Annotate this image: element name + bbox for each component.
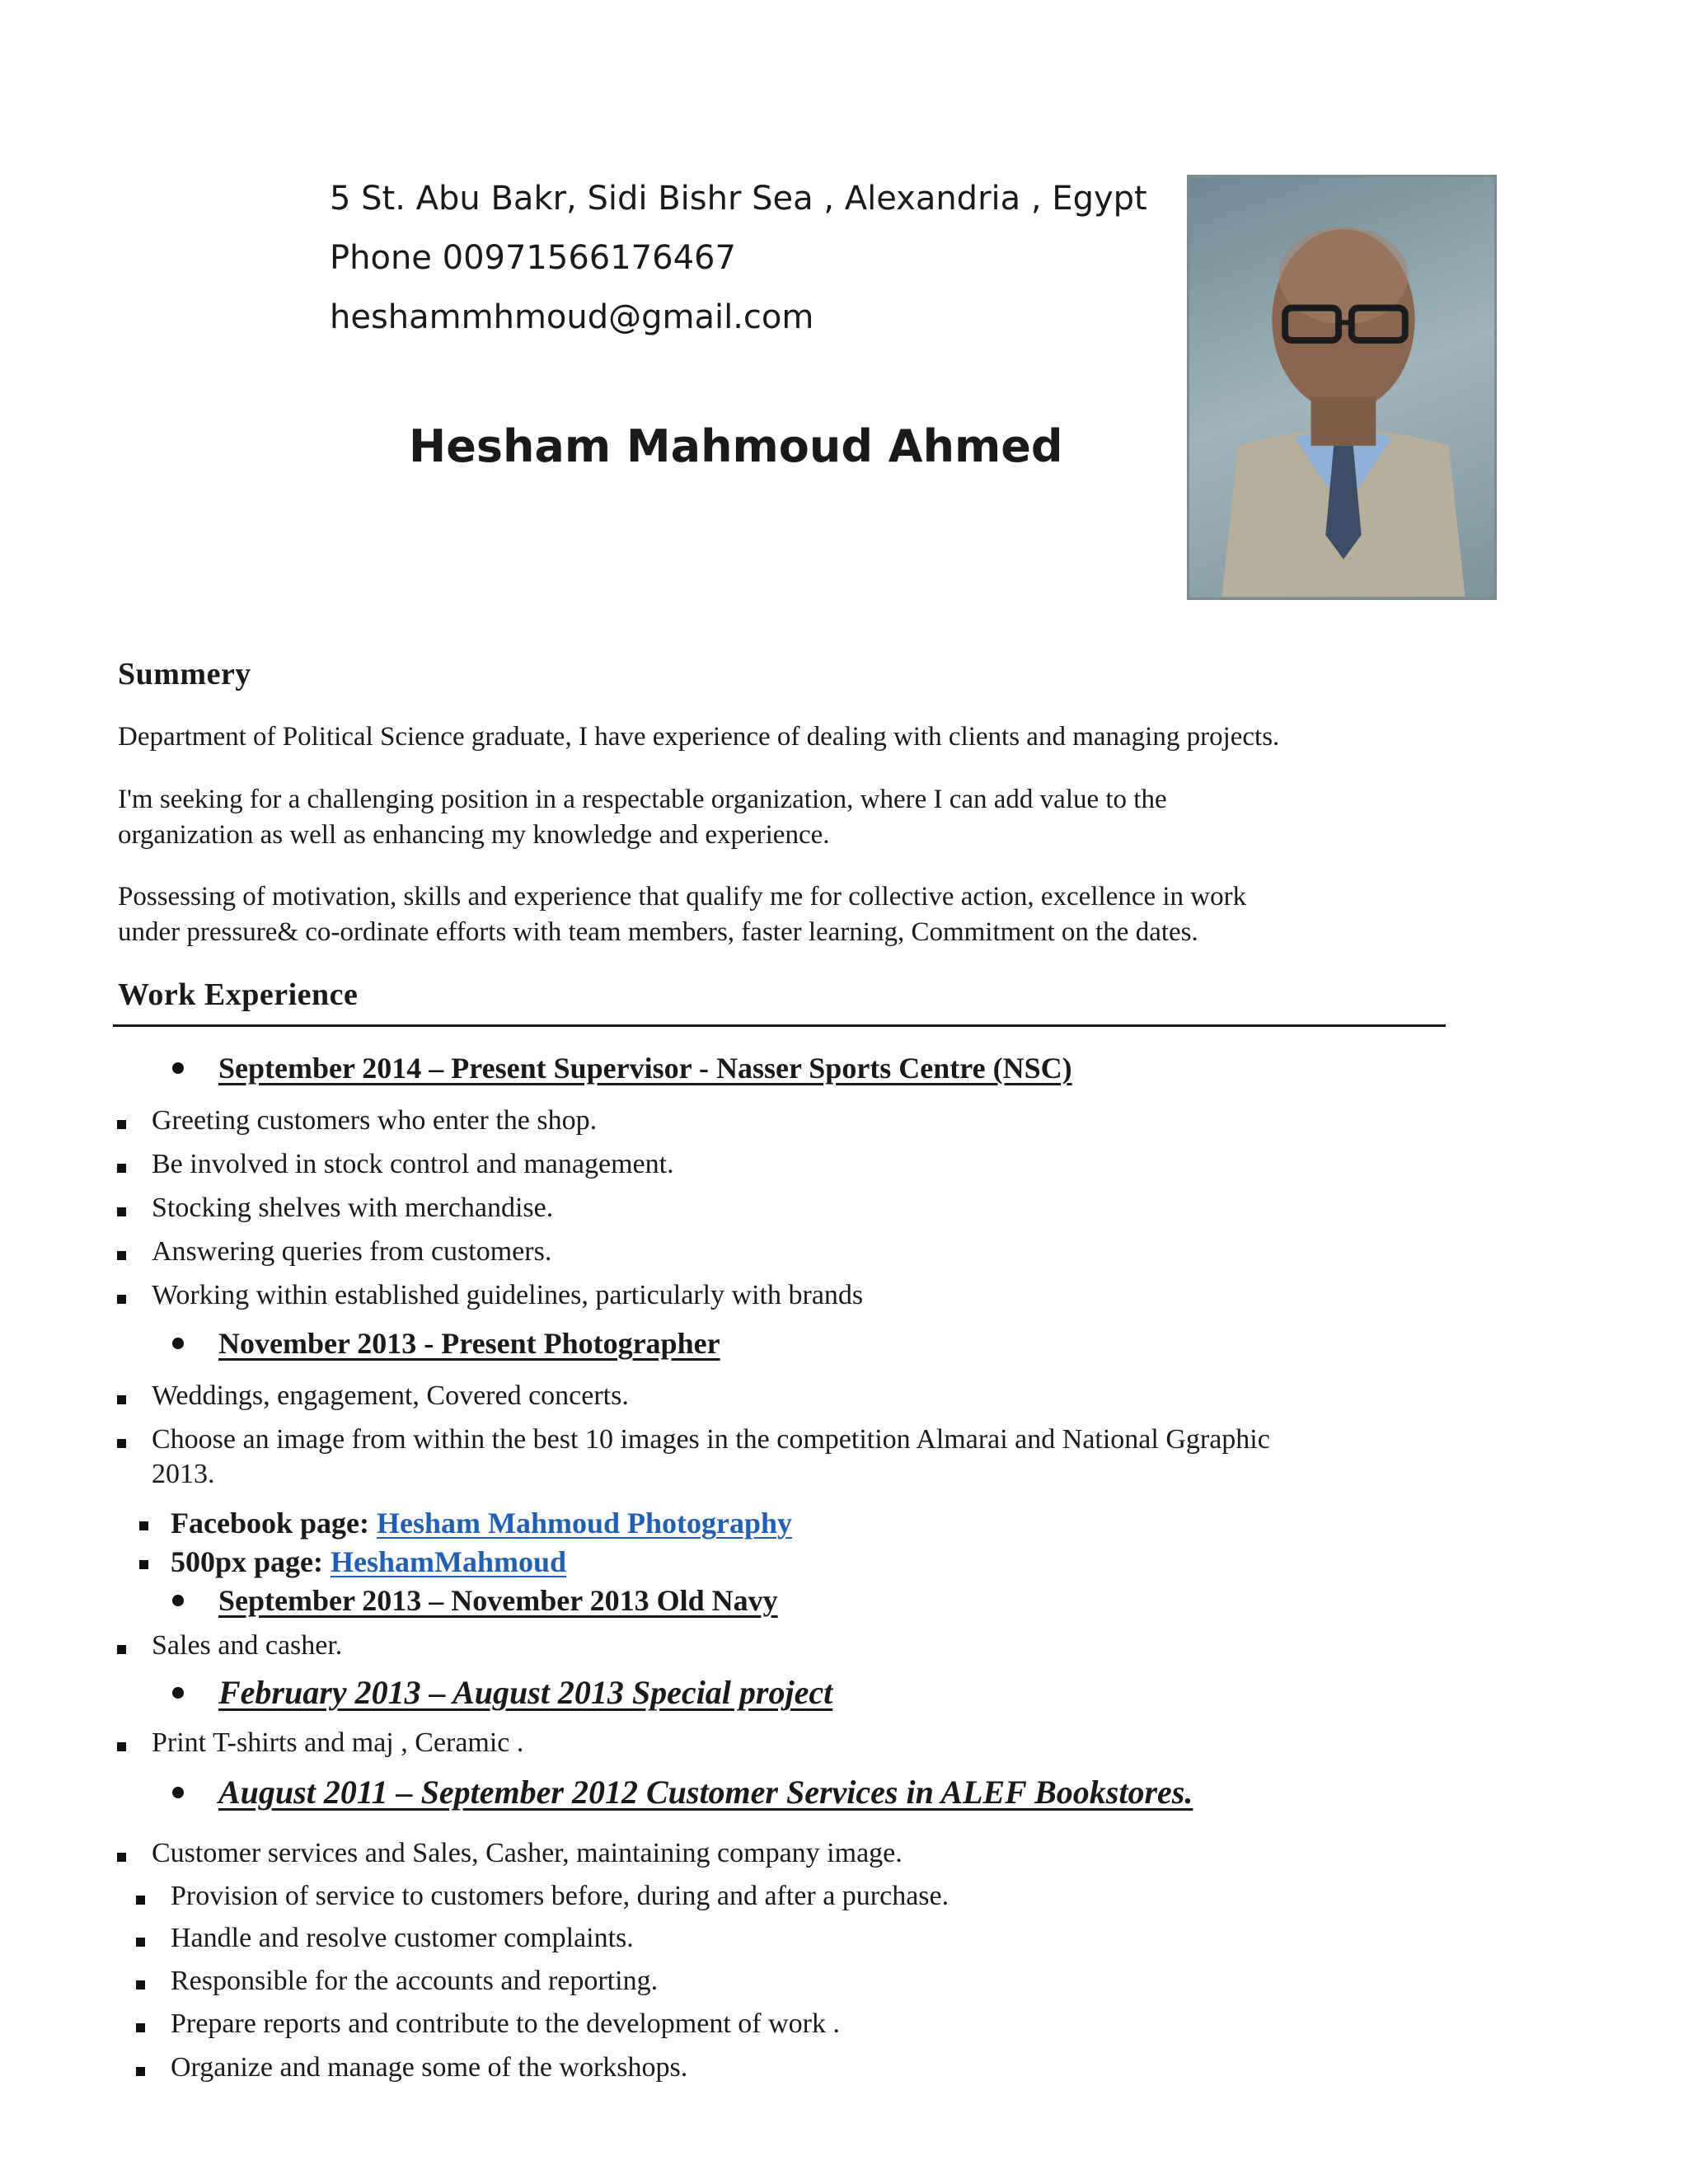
list-item-continuation: 2013. bbox=[152, 1459, 215, 1489]
bullet-square-icon bbox=[136, 1938, 145, 1947]
bullet-square-icon bbox=[117, 1853, 126, 1862]
bullet-square-icon bbox=[139, 1521, 148, 1530]
list-item bbox=[171, 2008, 840, 2040]
job-heading-text: February 2013 – August 2013 Special project bbox=[218, 1674, 833, 1711]
list-item-text: Provision of service to customers before, during and after a purchase. bbox=[171, 1881, 950, 1911]
profile-photo bbox=[1187, 175, 1497, 600]
job-heading-text: September 2013 – November 2013 Old Navy bbox=[218, 1584, 778, 1617]
list-item bbox=[171, 1881, 949, 1912]
500px-label: 500px page: bbox=[171, 1545, 324, 1578]
list-item-text: Working within established guidelines, particularly with brands bbox=[152, 1280, 864, 1310]
list-item-text: Sales and casher. bbox=[152, 1630, 343, 1661]
bullet-square-icon bbox=[117, 1395, 126, 1404]
list-item-text: Prepare reports and contribute to the development of work . bbox=[171, 2008, 840, 2039]
500px-page-row bbox=[171, 1544, 566, 1579]
bullet-dot-icon bbox=[172, 1687, 184, 1699]
list-item bbox=[152, 1236, 551, 1268]
list-item-text: Responsible for the accounts and reporting. bbox=[171, 1966, 659, 1996]
phone: Phone 00971566176467 bbox=[330, 239, 736, 277]
summary-heading: Summery bbox=[118, 657, 251, 691]
job-heading-photographer bbox=[218, 1326, 720, 1361]
list-item bbox=[152, 1630, 342, 1661]
list-item-text: Print T-shirts and maj , Ceramic . bbox=[152, 1727, 524, 1758]
list-item bbox=[171, 2052, 687, 2083]
list-item-text: Stocking shelves with merchandise. bbox=[152, 1193, 554, 1223]
summary-paragraph-2-line-2: organization as well as enhancing my knowledge and experience. bbox=[118, 820, 830, 850]
job-heading-supervisor bbox=[218, 1051, 1072, 1085]
list-item-text: Choose an image from within the best 10 images in the competition Almarai and National Ggraphic bbox=[152, 1424, 1270, 1455]
candidate-name: Hesham Mahmoud Ahmed bbox=[409, 420, 1063, 472]
bullet-square-icon bbox=[136, 1896, 145, 1905]
list-item bbox=[171, 1923, 634, 1954]
list-item-text: Customer services and Sales, Casher, maintaining company image. bbox=[152, 1838, 903, 1868]
list-item-text: Be involved in stock control and management. bbox=[152, 1149, 674, 1179]
summary-paragraph-1: Department of Political Science graduate, I have experience of dealing with clients and managing projects. bbox=[118, 722, 1280, 752]
job-heading-text: November 2013 - Present Photographer bbox=[218, 1327, 720, 1360]
bullet-square-icon bbox=[117, 1295, 126, 1304]
bullet-square-icon bbox=[117, 1120, 126, 1129]
job-heading-special-project bbox=[218, 1673, 832, 1712]
email: heshammhmoud@gmail.com bbox=[330, 298, 814, 336]
facebook-label: Facebook page: bbox=[171, 1507, 369, 1540]
list-item bbox=[152, 1838, 903, 1869]
bullet-square-icon bbox=[136, 2023, 145, 2032]
summary-paragraph-3-line-2: under pressure& co-ordinate efforts with team members, faster learning, Commitment on the dates. bbox=[118, 917, 1198, 947]
address: 5 St. Abu Bakr, Sidi Bishr Sea , Alexandria , Egypt bbox=[330, 180, 1147, 218]
bullet-square-icon bbox=[117, 1439, 126, 1448]
bullet-square-icon bbox=[117, 1742, 126, 1751]
bullet-dot-icon bbox=[172, 1787, 184, 1798]
job-heading-text: September 2014 – Present Supervisor - Nasser Sports Centre (NSC) bbox=[218, 1052, 1072, 1085]
list-item-text: Greeting customers who enter the shop. bbox=[152, 1105, 598, 1136]
facebook-page-link[interactable]: Hesham Mahmoud Photography bbox=[376, 1507, 793, 1540]
list-item-text: Answering queries from customers. bbox=[152, 1236, 552, 1267]
bullet-dot-icon bbox=[172, 1595, 184, 1606]
job-heading-text: August 2011 – September 2012 Customer Services in ALEF Bookstores. bbox=[218, 1774, 1193, 1811]
bullet-square-icon bbox=[117, 1251, 126, 1260]
job-heading-old-navy bbox=[218, 1583, 778, 1618]
facebook-page-row bbox=[171, 1506, 792, 1540]
work-experience-heading: Work Experience bbox=[118, 977, 359, 1012]
job-heading-alef-bookstores bbox=[218, 1773, 1193, 1811]
bullet-square-icon bbox=[139, 1560, 148, 1569]
bullet-square-icon bbox=[117, 1164, 126, 1173]
bullet-dot-icon bbox=[172, 1338, 184, 1349]
summary-paragraph-3-line-1: Possessing of motivation, skills and experience that qualify me for collective action, excellence in work bbox=[118, 882, 1247, 912]
list-item bbox=[152, 1149, 674, 1180]
list-item bbox=[152, 1727, 523, 1759]
list-item-text: Handle and resolve customer complaints. bbox=[171, 1923, 634, 1953]
bullet-square-icon bbox=[117, 1645, 126, 1654]
list-item bbox=[171, 1966, 658, 1997]
list-item bbox=[152, 1280, 863, 1311]
bullet-square-icon bbox=[136, 1980, 145, 1990]
bullet-dot-icon bbox=[172, 1062, 184, 1074]
list-item-text: Weddings, engagement, Covered concerts. bbox=[152, 1380, 629, 1411]
summary-paragraph-2-line-1: I'm seeking for a challenging position in a respectable organization, where I can add value to the bbox=[118, 785, 1167, 814]
500px-page-link[interactable]: HeshamMahmoud bbox=[331, 1545, 567, 1578]
list-item bbox=[152, 1105, 597, 1137]
list-item-text: Organize and manage some of the workshops. bbox=[171, 2052, 688, 2083]
list-item bbox=[152, 1193, 553, 1224]
list-item bbox=[152, 1380, 629, 1412]
section-divider bbox=[113, 1024, 1446, 1027]
list-item bbox=[152, 1424, 1270, 1455]
bullet-square-icon bbox=[136, 2067, 145, 2076]
bullet-square-icon bbox=[117, 1207, 126, 1216]
